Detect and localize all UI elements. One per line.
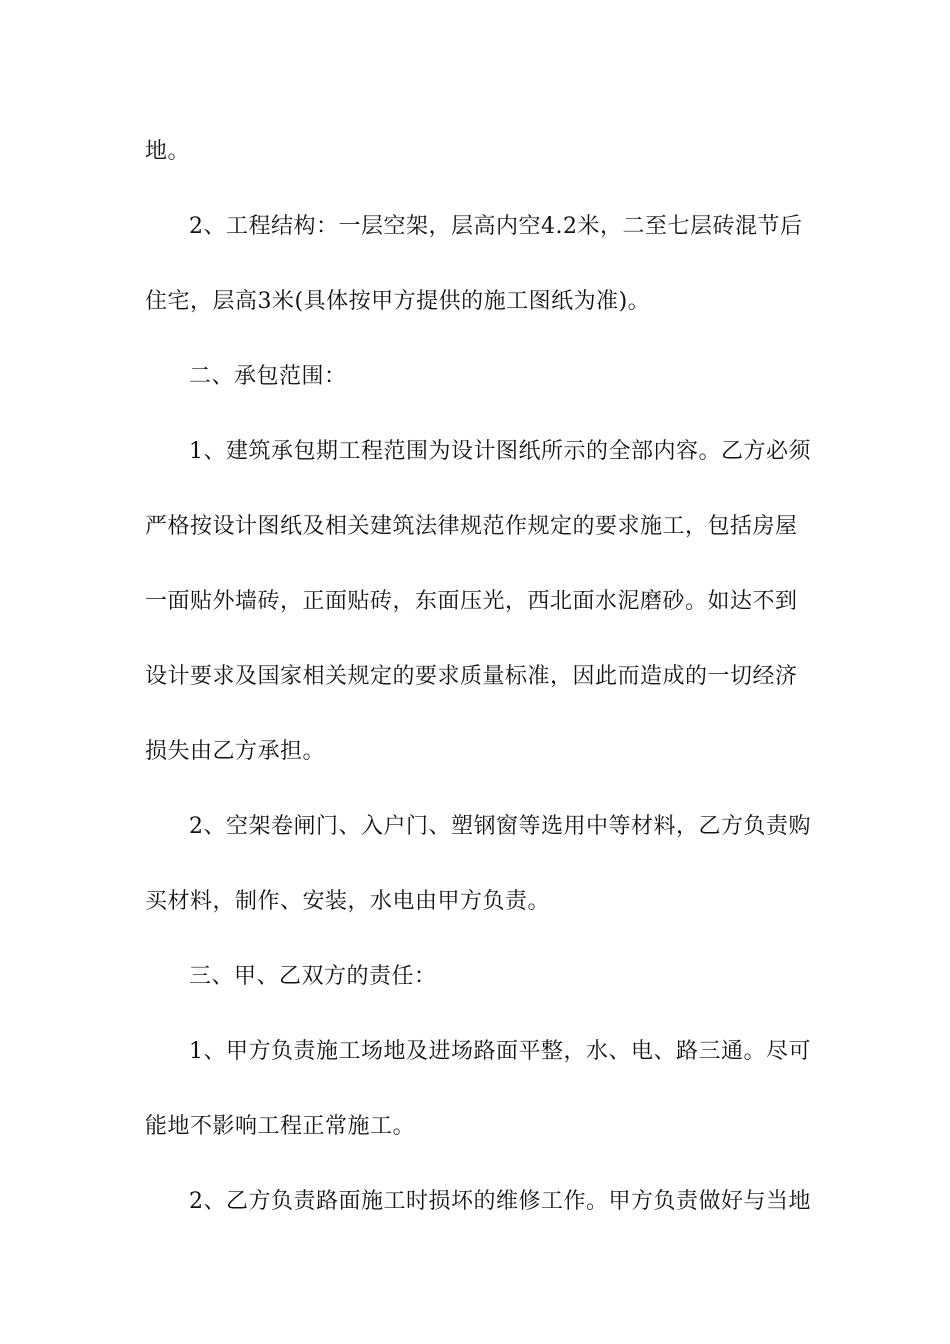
text-line-6: 严格按设计图纸及相关建筑法律规范作规定的要求施工，包括房屋 [145,514,798,539]
text-line-8: 设计要求及国家相关规定的要求质量标准，因此而造成的一切经济 [145,664,798,689]
text-line-15: 2、乙方负责路面施工时损坏的维修工作。甲方负责做好与当地 [189,1189,811,1214]
section-heading-scope: 二、承包范围： [189,364,347,389]
section-heading-responsibilities: 三、甲、乙双方的责任： [189,964,437,989]
text-line-2: 2、工程结构：一层空架，层高内空4.2米，二至七层砖混节后 [189,214,803,239]
text-line-11: 买材料，制作、安装，水电由甲方负责。 [145,889,551,914]
text-line-14: 能地不影响工程正常施工。 [145,1114,416,1139]
text-line-10: 2、空架卷闸门、入户门、塑钢窗等选用中等材料，乙方负责购 [189,814,811,839]
text-line-13: 1、甲方负责施工场地及进场路面平整，水、电、路三通。尽可 [189,1039,811,1064]
text-line-5: 1、建筑承包期工程范围为设计图纸所示的全部内容。乙方必须 [189,439,811,464]
text-line-1: 地。 [145,139,191,164]
text-line-9: 损失由乙方承担。 [145,739,326,764]
text-line-3: 住宅，层高3米(具体按甲方提供的施工图纸为准)。 [145,289,651,314]
text-line-7: 一面贴外墙砖，正面贴砖，东面压光，西北面水泥磨砂。如达不到 [145,589,798,614]
